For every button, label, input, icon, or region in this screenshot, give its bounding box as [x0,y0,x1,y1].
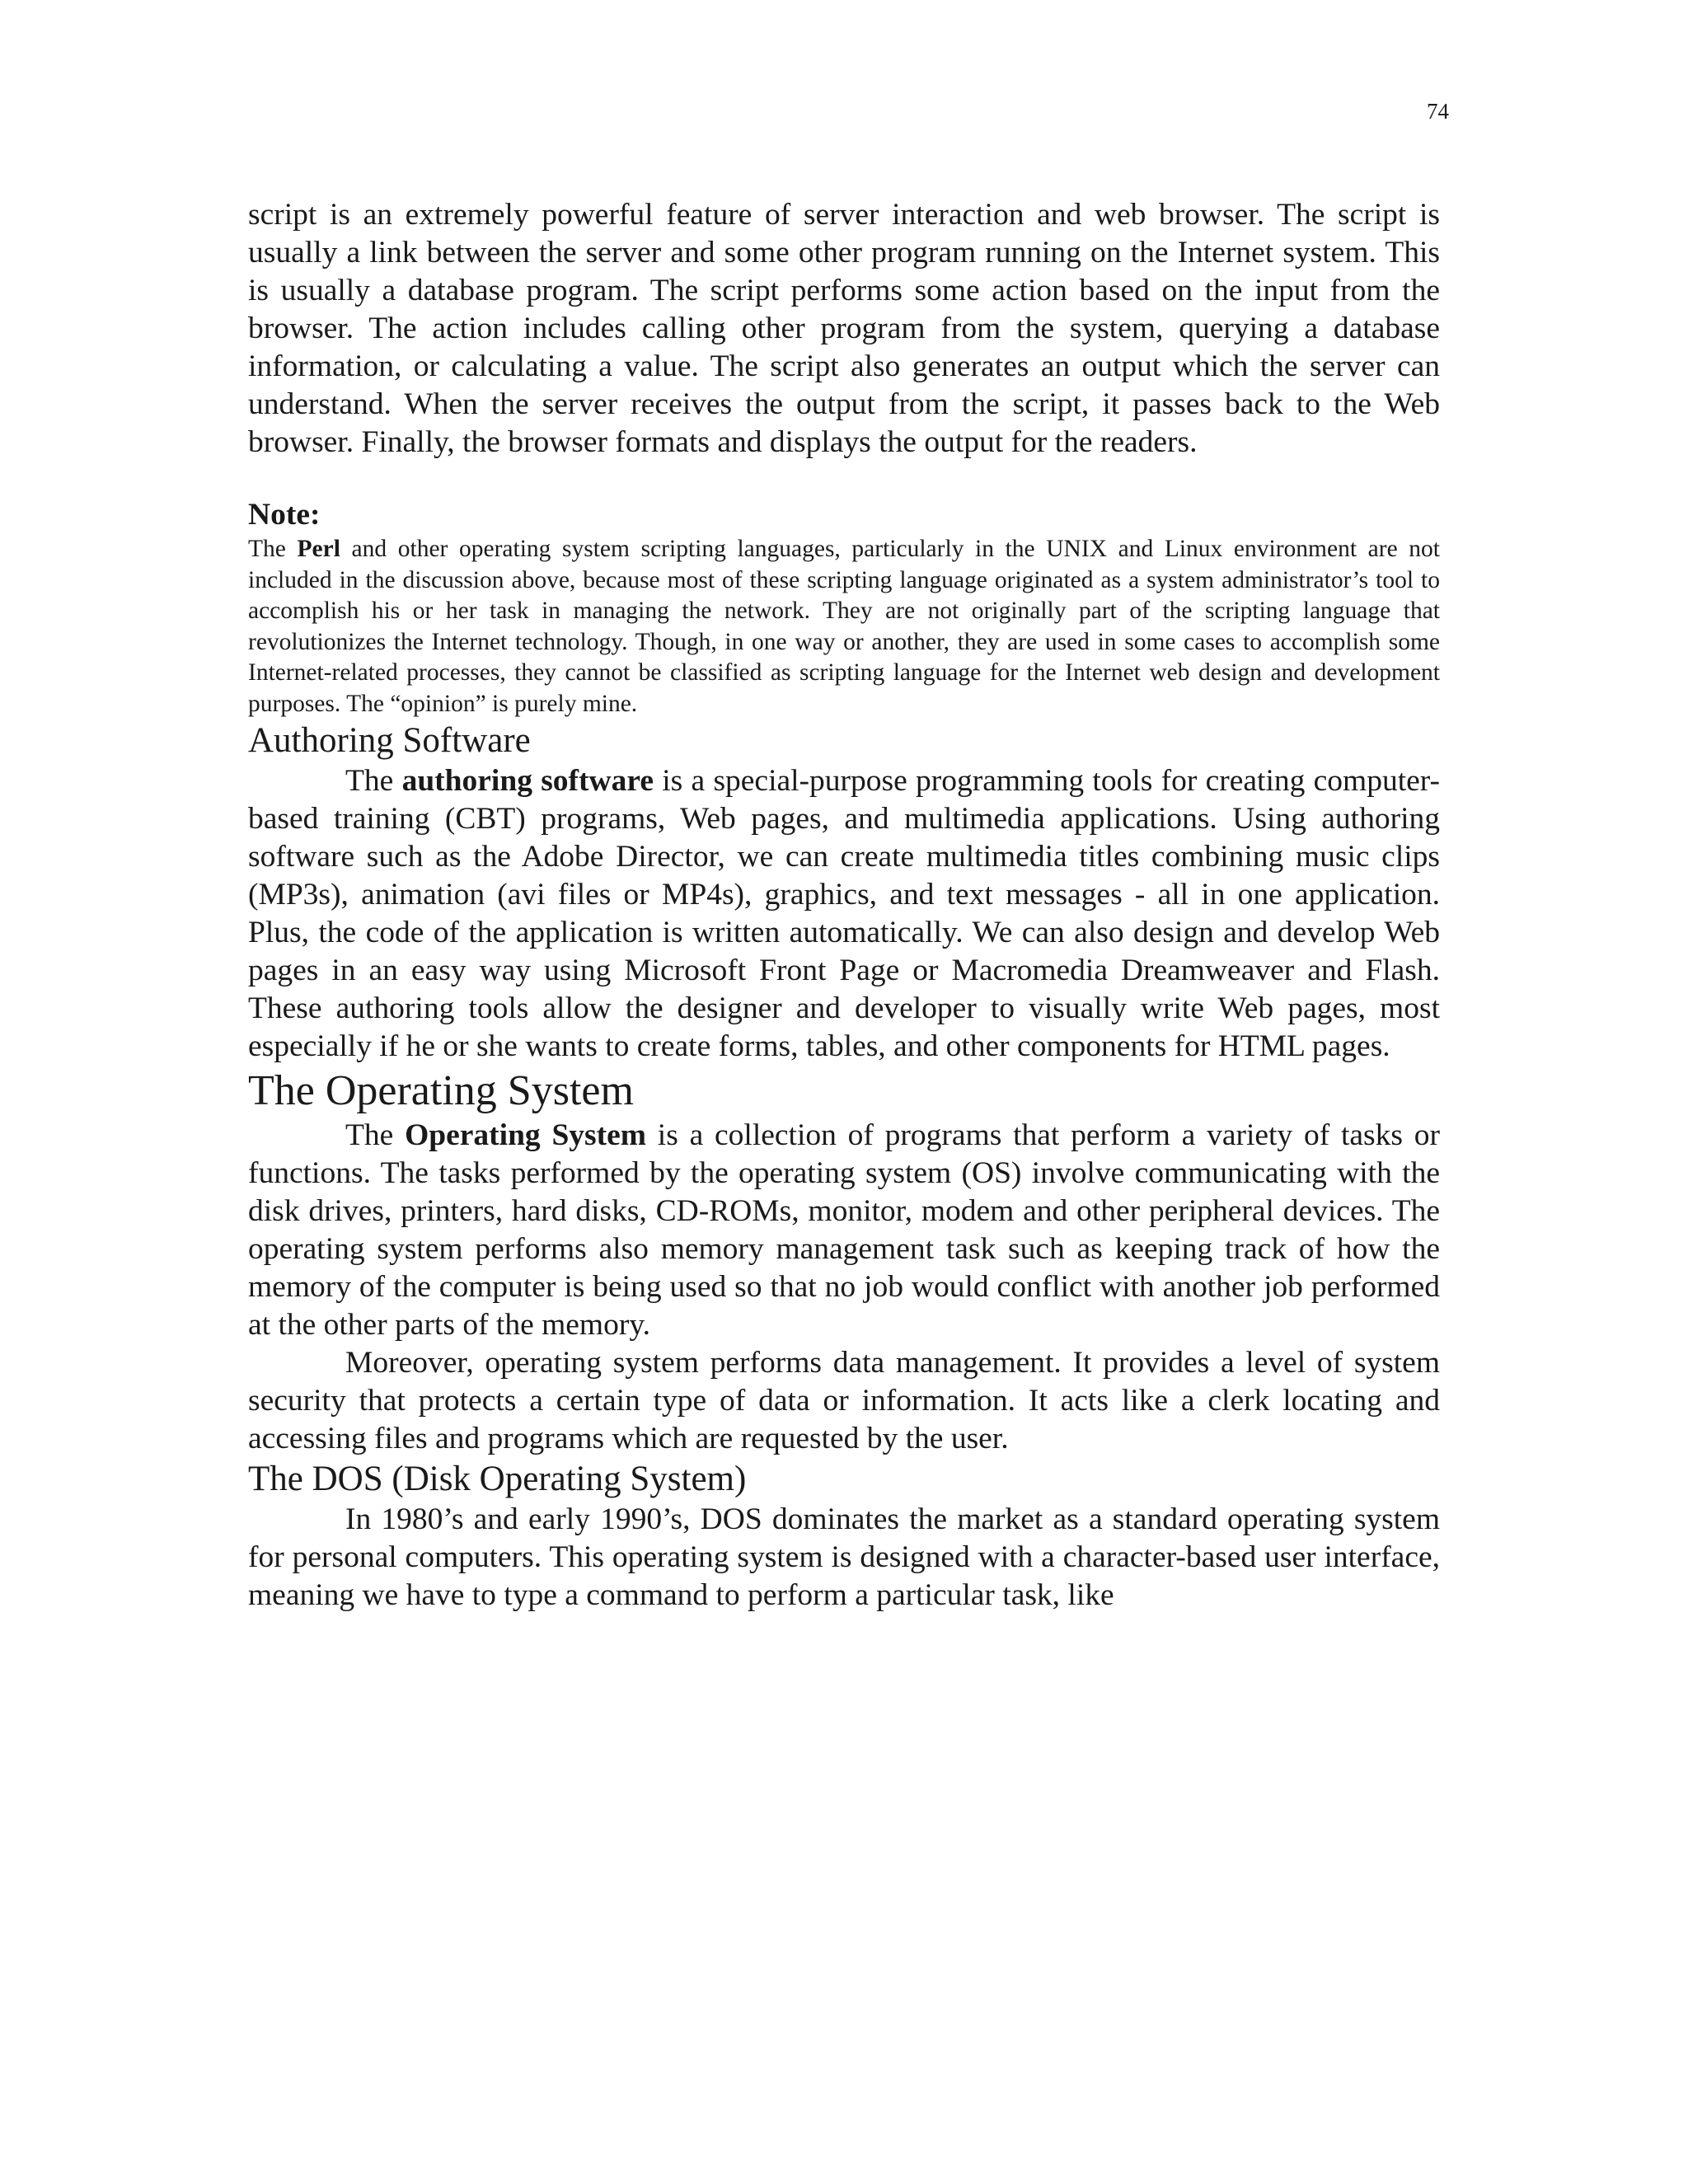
note-label: Note: [248,498,321,532]
operating-system-heading: The Operating System [248,1067,634,1114]
authoring-software-heading: Authoring Software [248,721,531,760]
authoring-bold-term: authoring software [401,764,654,798]
os-paragraph-2: Moreover, operating system performs data management. It provides a level of system security that protects a certain type of data or information. It acts like a clerk locating and accessing files and programs which are requested by the user. [248,1346,1440,1455]
authoring-paragraph [248,762,1440,1066]
page-number: 74 [1427,99,1449,124]
authoring-body: is a special-purpose programming tools for creating computer-based training (CBT) programs, Web pages, and multimedia applications. Using authoring software such as the Adobe Director, we can create multimedia titles combining music clips (MP3s), animation (avi files or MP4s), graphics, and text messages - all in one application. Plus, the code of the application is written automatically. We can also design and develop Web pages in an easy way using Microsoft Front Page or Macromedia Dreamweaver and Flash. These authoring tools allow the designer and developer to visually write Web pages, most especially if he or she wants to create forms, tables, and other components for HTML pages. [248,764,1440,1063]
os-paragraph-1 [248,1117,1440,1344]
os-prefix: The [345,1118,406,1152]
note-bold-term: Perl [297,536,340,562]
note-body: and other operating system scripting languages, particularly in the UNIX and Linux environment are not included in the discussion above, because most of these scripting language originated as a system administrator’s tool to accomplish his or her task in managing the network. They are not originally part of the scripting language that revolutionizes the Internet technology. Though, in one way or another, they are used in some cases to accomplish some Internet-related processes, they cannot be classified as scripting language for the Internet web design and development purposes. The “opinion” is purely mine. [248,536,1440,717]
os-bold-term: Operating System [405,1118,647,1152]
note-prefix: The [248,536,298,562]
authoring-prefix: The [345,764,402,798]
intro-paragraph: script is an extremely powerful feature of server interaction and web browser. The script is usually a link between the server and some other program running on the Internet system. This is usually a database program. The script performs some action based on the input from the browser. The action includes calling other program from the system, querying a database information, or calculating a value. The script also generates an output which the server can understand. When the server receives the output from the script, it passes back to the Web browser. Finally, the browser formats and displays the output for the readers. [248,198,1440,459]
note-paragraph [248,534,1440,719]
page-content [248,196,1440,1615]
dos-paragraph: In 1980’s and early 1990’s, DOS dominates the market as a standard operating system for personal computers. This operating system is designed with a character-based user interface, meaning we have to type a command to perform a particular task, like [248,1502,1440,1612]
os-body-1: is a collection of programs that perform a variety of tasks or functions. The tasks performed by the operating system (OS) involve communicating with the disk drives, printers, hard disks, CD-ROMs, monitor, modem and other peripheral devices. The operating system performs also memory management task such as keeping track of how the memory of the computer is being used so that no job would conflict with another job performed at the other parts of the memory. [248,1118,1440,1342]
dos-heading: The DOS (Disk Operating System) [248,1460,747,1498]
